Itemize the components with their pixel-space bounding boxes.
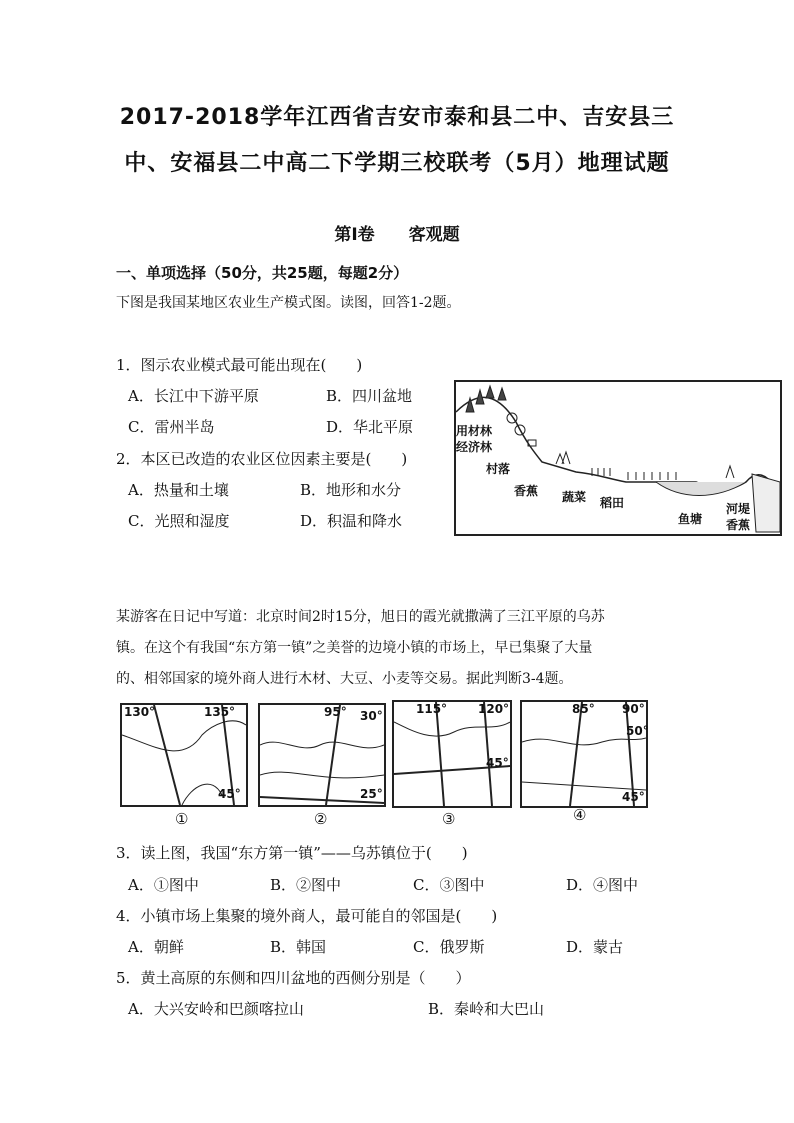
- q1-option-c: C．雷州半岛: [128, 418, 215, 436]
- map4-number: ④: [573, 806, 587, 824]
- q1-option-d: D．华北平原: [326, 418, 414, 436]
- label-economic-forest: 经济林: [456, 440, 493, 454]
- label-timber-forest: 用材林: [456, 424, 493, 438]
- map2-lat-a: 30°: [360, 709, 383, 723]
- map4-lat-a: 50°: [626, 724, 649, 738]
- q2-option-b: B．地形和水分: [300, 481, 402, 499]
- map1-lon-a: 130°: [124, 705, 156, 719]
- map3-lon-b: 120°: [478, 702, 510, 716]
- label-banana: 香蕉: [514, 484, 539, 498]
- map-1: [120, 703, 248, 807]
- map-3: [392, 700, 512, 808]
- map1-lon-b: 135°: [204, 705, 236, 719]
- q3-option-c: C．③图中: [413, 876, 485, 894]
- paper-title-line2: 中、安福县二中高二下学期三校联考（5月）地理试题: [124, 151, 670, 176]
- map2-lat-b: 25°: [360, 787, 383, 801]
- section-subheading: 一、单项选择（50分，共25题，每题2分）: [116, 264, 409, 282]
- q3-option-d: D．④图中: [566, 876, 639, 894]
- q2-option-d: D．积温和降水: [300, 512, 403, 530]
- map3-lat: 45°: [486, 756, 509, 770]
- map4-lat-b: 45°: [622, 790, 645, 804]
- label-rice-field: 稻田: [600, 496, 625, 510]
- label-fish-pond: 鱼塘: [678, 512, 703, 526]
- map2-lon: 95°: [324, 705, 347, 719]
- q4-stem: 4．小镇市场上集聚的境外商人，最可能自的邻国是( ): [116, 907, 498, 925]
- agriculture-model-figure: [454, 380, 782, 536]
- paper-title-line1: 2017-2018学年江西省吉安市泰和县二中、吉安县三: [119, 105, 675, 130]
- q4-option-c: C．俄罗斯: [413, 938, 485, 956]
- map3-number: ③: [442, 810, 456, 828]
- map1-lat: 45°: [218, 787, 241, 801]
- label-village: 村落: [486, 462, 511, 476]
- intro-1-2: 下图是我国某地区农业生产模式图。读图，回答1-2题。: [116, 295, 461, 311]
- q3-option-a: A．①图中: [128, 876, 199, 894]
- q5-option-b: B．秦岭和大巴山: [428, 1000, 545, 1018]
- q1-stem: 1．图示农业模式最可能出现在( ): [116, 356, 363, 374]
- label-banana-dike: 香蕉: [726, 518, 751, 532]
- intro-3-4-line1: 某游客在日记中写道：北京时间2时15分，旭日的霞光就撒满了三江平原的乌苏: [116, 609, 605, 625]
- q4-option-d: D．蒙古: [566, 938, 624, 956]
- section-heading: 第Ⅰ卷 客观题: [334, 225, 460, 245]
- label-vegetables: 蔬菜: [562, 490, 587, 504]
- intro-3-4-line3: 的、相邻国家的境外商人进行木材、大豆、小麦等交易。据此判断3-4题。: [116, 671, 573, 687]
- map3-lon-a: 115°: [416, 702, 448, 716]
- map4-lon-b: 90°: [622, 702, 645, 716]
- q2-option-c: C．光照和湿度: [128, 512, 230, 530]
- q1-option-b: B．四川盆地: [326, 387, 413, 405]
- q2-option-a: A．热量和土壤: [128, 481, 229, 499]
- label-river-dike: 河堤: [726, 502, 751, 516]
- q5-option-a: A．大兴安岭和巴颜喀拉山: [128, 1000, 304, 1018]
- q3-option-b: B．②图中: [270, 876, 342, 894]
- intro-3-4-line2: 镇。在这个有我国“东方第一镇”之美誉的边境小镇的市场上，早已集聚了大量: [116, 640, 593, 656]
- map2-number: ②: [314, 810, 328, 828]
- map1-number: ①: [175, 810, 189, 828]
- q4-option-a: A．朝鲜: [128, 938, 184, 956]
- q5-stem: 5．黄土高原的东侧和四川盆地的西侧分别是（ ）: [116, 969, 471, 987]
- q3-stem: 3．读上图，我国“东方第一镇”——乌苏镇位于( ): [116, 844, 468, 862]
- map-2: [258, 703, 386, 807]
- map-4: [520, 700, 648, 808]
- map4-lon-a: 85°: [572, 702, 595, 716]
- q1-option-a: A．长江中下游平原: [128, 387, 259, 405]
- q4-option-b: B．韩国: [270, 938, 327, 956]
- q2-stem: 2．本区已改造的农业区位因素主要是( ): [116, 450, 408, 468]
